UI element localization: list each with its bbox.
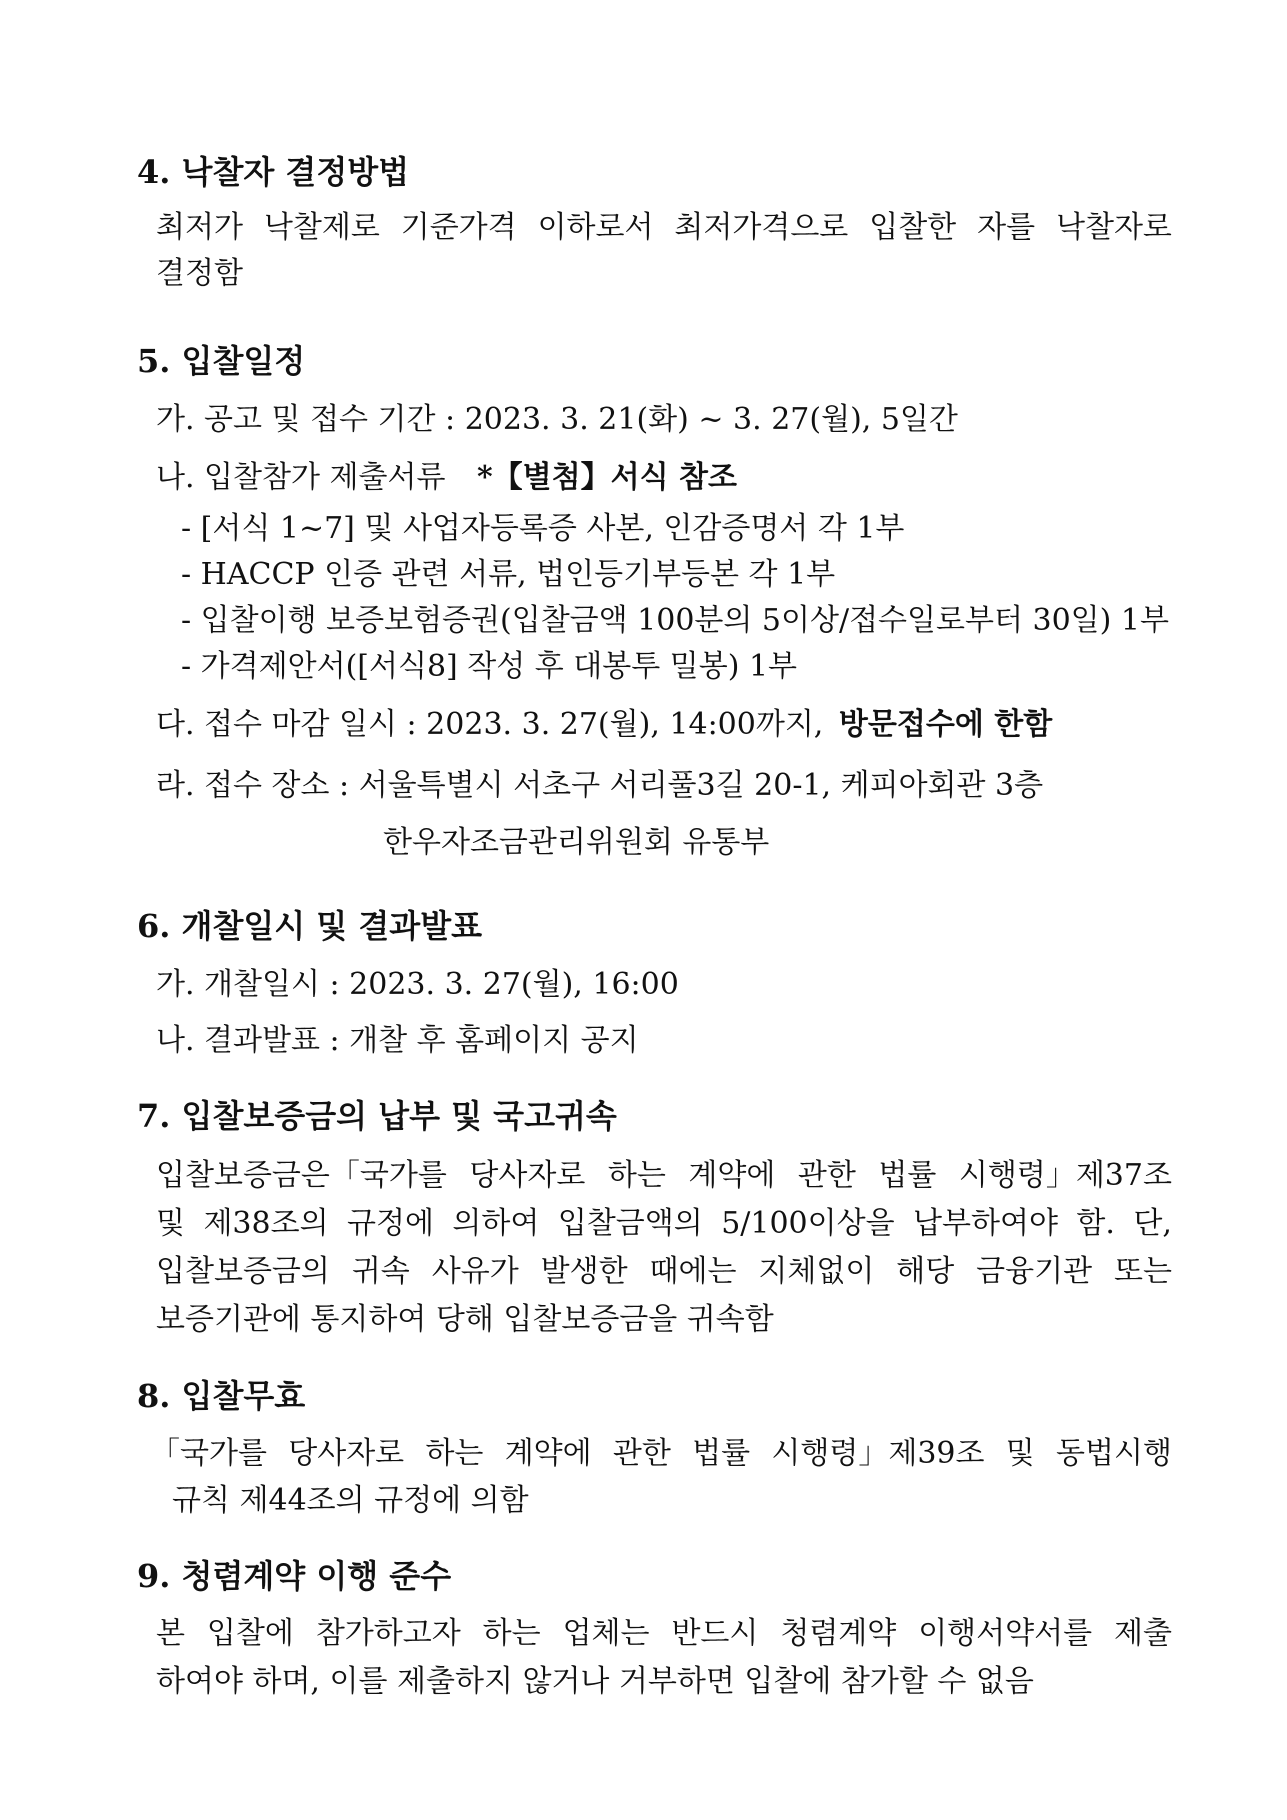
section-7-body-line3 [156, 1252, 1172, 1292]
word: 및 [1005, 1436, 1035, 1471]
doc-list-item: - 입찰이행 보증보험증권(입찰금액 100분의 5이상/접수일로부터 30일) 1부 [181, 603, 1169, 638]
word: 법률 [878, 1158, 937, 1193]
word: 관한 [797, 1158, 856, 1193]
word: 5/100이상을 [721, 1206, 895, 1241]
word: 이행서약서를 [918, 1616, 1093, 1651]
section-5-item-ga: 가. 공고 및 접수 기간 : 2023. 3. 21(화) ~ 3. 27(월), 5일간 [156, 402, 958, 437]
word: 참가하고자 [315, 1616, 461, 1651]
word: 금융기관 [976, 1254, 1093, 1289]
word: 최저가격으로 [674, 210, 849, 245]
word: 이하로서 [537, 210, 654, 245]
word: 입찰한 [869, 210, 957, 245]
word: 계약에 [504, 1436, 592, 1471]
visit-only-note: 방문접수에 한함 [838, 707, 1053, 742]
word: 하는 [607, 1158, 666, 1193]
doc-list-item: - HACCP 인증 관련 서류, 법인등기부등본 각 1부 [181, 557, 836, 592]
word: 입찰보증금의 [156, 1254, 330, 1289]
word: 입찰에 [206, 1616, 294, 1651]
word: 발생한 [540, 1254, 628, 1289]
word: 하는 [425, 1436, 484, 1471]
word: 입찰금액의 [557, 1206, 703, 1241]
section-6-heading: 6. 개찰일시 및 결과발표 [137, 907, 483, 945]
word: 관한 [612, 1436, 671, 1471]
attachment-reference: *【별첨】서식 참조 [476, 460, 737, 495]
word: 법률 [692, 1436, 751, 1471]
item-da-label: 다. 접수 마감 일시 : 2023. 3. 27(월), 14:00까지, [156, 707, 824, 742]
section-9-body-line2: 하여야 하며, 이를 제출하지 않거나 거부하면 입찰에 참가할 수 없음 [156, 1664, 1034, 1699]
word: 반드시 [671, 1616, 759, 1651]
word: 때에는 [649, 1254, 737, 1289]
section-8-heading: 8. 입찰무효 [137, 1377, 306, 1415]
item-na-label: 나. 입찰참가 제출서류 [156, 460, 446, 495]
word: 의하여 [452, 1206, 540, 1241]
section-8-body-line2: 규칙 제44조의 규정에 의함 [172, 1483, 529, 1518]
word: 또는 [1114, 1254, 1172, 1289]
word: 청렴계약 [780, 1616, 897, 1651]
word: 당사자로 [469, 1158, 586, 1193]
section-6-item-ga: 가. 개찰일시 : 2023. 3. 27(월), 16:00 [156, 967, 679, 1002]
word: 제38조의 [203, 1206, 329, 1241]
section-4-body-line2: 결정함 [156, 256, 243, 291]
word: 시행령」제39조 [771, 1436, 985, 1471]
doc-list-item: - [서식 1~7] 및 사업자등록증 사본, 인감증명서 각 1부 [181, 511, 905, 546]
word: 낙찰제로 [263, 210, 380, 245]
word: 해당 [896, 1254, 955, 1289]
word: 본 [156, 1616, 185, 1651]
section-7-body-line4: 보증기관에 통지하여 당해 입찰보증금을 귀속함 [156, 1302, 774, 1337]
word: 함. [1076, 1206, 1115, 1241]
word: 최저가 [156, 210, 243, 245]
word: 규정에 [347, 1206, 434, 1241]
section-5-item-ra: 라. 접수 장소 : 서울특별시 서초구 서리풀3길 20-1, 케피아회관 3층 [156, 768, 1044, 803]
section-5-item-na [156, 458, 737, 498]
word: 동법시행 [1056, 1436, 1172, 1471]
word: 납부하여야 [913, 1206, 1058, 1241]
word: 기준가격 [400, 210, 517, 245]
word: 하는 [482, 1616, 541, 1651]
word: 자를 [977, 210, 1036, 245]
section-8-body-line1 [150, 1434, 1172, 1474]
section-4-body-line1 [156, 208, 1172, 248]
word: 업체는 [562, 1616, 650, 1651]
word: 시행령」제37조 [958, 1158, 1172, 1193]
section-7-heading: 7. 입찰보증금의 납부 및 국고귀속 [137, 1097, 617, 1135]
section-7-body-line2 [156, 1204, 1172, 1244]
word: 지체없이 [758, 1254, 875, 1289]
section-5-item-ra-line2: 한우자조금관리위원회 유통부 [383, 825, 770, 860]
word: 제출 [1114, 1616, 1172, 1651]
section-7-body-line1 [156, 1156, 1172, 1196]
word: 계약에 [688, 1158, 776, 1193]
section-9-heading: 9. 청렴계약 이행 준수 [137, 1557, 452, 1595]
word: 단, [1133, 1206, 1172, 1241]
section-5-heading: 5. 입찰일정 [137, 342, 306, 380]
word: 당사자로 [288, 1436, 405, 1471]
word: 입찰보증금은「국가를 [156, 1158, 447, 1193]
doc-list-item: - 가격제안서([서식8] 작성 후 대봉투 밀봉) 1부 [181, 649, 798, 684]
word: 사유가 [431, 1254, 519, 1289]
word: 「국가를 [150, 1436, 267, 1471]
section-9-body-line1 [156, 1614, 1172, 1654]
word: 낙찰자로 [1055, 210, 1172, 245]
section-4-heading: 4. 낙찰자 결정방법 [137, 153, 410, 191]
section-5-item-da [156, 705, 1052, 745]
section-6-item-na: 나. 결과발표 : 개찰 후 홈페이지 공지 [156, 1023, 639, 1058]
word: 및 [156, 1206, 185, 1241]
word: 귀속 [351, 1254, 410, 1289]
